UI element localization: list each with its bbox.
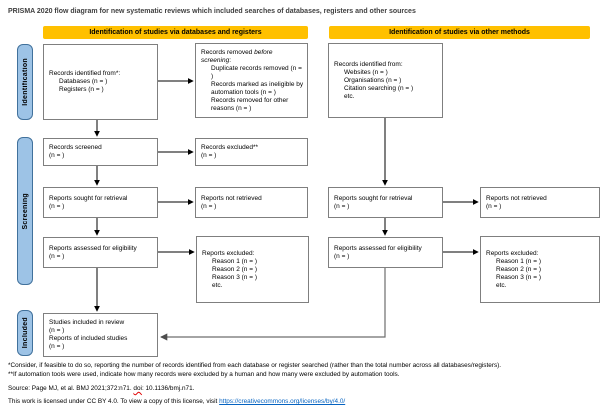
stage-label-screening-text: Screening [21,192,29,230]
box-line: Reports of included studies [49,335,128,342]
footnote-double-asterisk: **If automation tools were used, indicate how many records were excluded by a human and how many were excluded by automation tools. [8,371,400,378]
box-reports-not-retrieved-databases [195,187,308,218]
box-reports-sought-other [328,187,443,218]
box-line: Records screened [49,144,102,151]
box-line: Reports sought for retrieval [334,194,413,202]
box-line: (n = ) [334,252,350,260]
box-reports-sought-databases [43,187,158,218]
source-citation-doi: : 10.1136/bmj.n71. [141,385,195,392]
stage-label-screening [17,137,33,285]
license-text: This work is licensed under CC BY 4.0. To view a copy of this license, visit [8,398,220,405]
box-reports-not-retrieved-other [480,187,600,218]
stage-label-identification-text: Identification [21,58,29,106]
box-heading: Reports excluded: [486,249,539,257]
doi-word: doi [133,385,142,392]
box-item: Reason 3 (n = ) [496,273,541,281]
box-line: (n = ) [334,202,350,210]
box-item: Reason 3 (n = ) [212,273,257,281]
box-item: Organisations (n = ) [344,76,402,84]
box-item: Reason 2 (n = ) [212,265,257,273]
box-records-removed-before-screening [195,43,308,118]
page-title: PRISMA 2020 flow diagram for new systematic reviews which included searches of databases, registers and other sources [8,8,416,15]
box-line: (n = ) [49,202,65,210]
box-reports-assessed-databases [43,237,158,268]
banner-other-methods [329,26,590,39]
source-citation-text: Source: Page MJ, et al. BMJ 2021;372:n71. [8,385,134,392]
box-records-excluded [195,138,308,166]
box-heading: Reports excluded: [202,249,255,257]
box-item: Reason 1 (n = ) [496,257,541,265]
box-heading: Records identified from: [334,60,403,68]
stage-label-included [17,310,33,356]
license-statement [8,398,598,407]
box-item: Databases (n = ) [59,78,108,85]
box-line: (n = ) [486,202,502,210]
box-reports-excluded-other [480,236,600,303]
box-line: (n = ) [201,152,217,159]
box-records-screened [43,138,158,166]
box-line: Reports assessed for eligibility [49,244,137,252]
box-studies-included [43,313,158,357]
box-line: (n = ) [49,343,65,350]
banner-databases-registers-label: Identification of studies via databases and registers [89,29,262,36]
box-item: etc. [344,92,355,100]
box-line: (n = ) [201,202,217,210]
box-line: (n = ) [49,152,65,159]
box-records-identified-databases [43,44,158,120]
box-line: Reports assessed for eligibility [334,244,422,252]
box-line: Studies included in review [49,319,125,326]
box-item: etc. [496,281,507,289]
box-records-identified-other [328,43,443,118]
box-item: etc. [212,281,223,289]
box-item: Registers (n = ) [59,86,104,93]
box-line: (n = ) [49,327,65,334]
banner-databases-registers [43,26,308,39]
source-citation [8,385,598,394]
box-line: Records excluded** [201,144,259,151]
box-item: Duplicate records removed (n = ) [211,64,302,80]
stage-label-identification [17,44,33,120]
box-item: Websites (n = ) [344,68,388,76]
box-heading: Records identified from*: [49,70,121,77]
box-item: Reason 2 (n = ) [496,265,541,273]
license-link[interactable]: https://creativecommons.org/licenses/by/4.0/ [219,398,346,405]
box-reports-assessed-other [328,237,443,268]
footnote-asterisk: *Consider, if feasible to do so, reporting the number of records identified from each database or register searched (rather than the total number across all databases/registers). [8,362,502,369]
box-heading: Records removed before screening: [201,48,273,64]
box-line: Reports not retrieved [486,194,547,202]
box-line: (n = ) [49,252,65,260]
box-item: Reason 1 (n = ) [212,257,257,265]
box-line: Reports sought for retrieval [49,194,128,202]
banner-other-methods-label: Identification of studies via other methods [389,29,530,36]
box-item: Records marked as ineligible by automation tools (n = ) [211,80,304,96]
box-item: Records removed for other reasons (n = ) [211,96,289,112]
box-reports-excluded-databases [196,236,309,303]
box-item: Citation searching (n = ) [344,84,414,92]
stage-label-included-text: Included [21,317,29,349]
box-line: Reports not retrieved [201,194,262,202]
